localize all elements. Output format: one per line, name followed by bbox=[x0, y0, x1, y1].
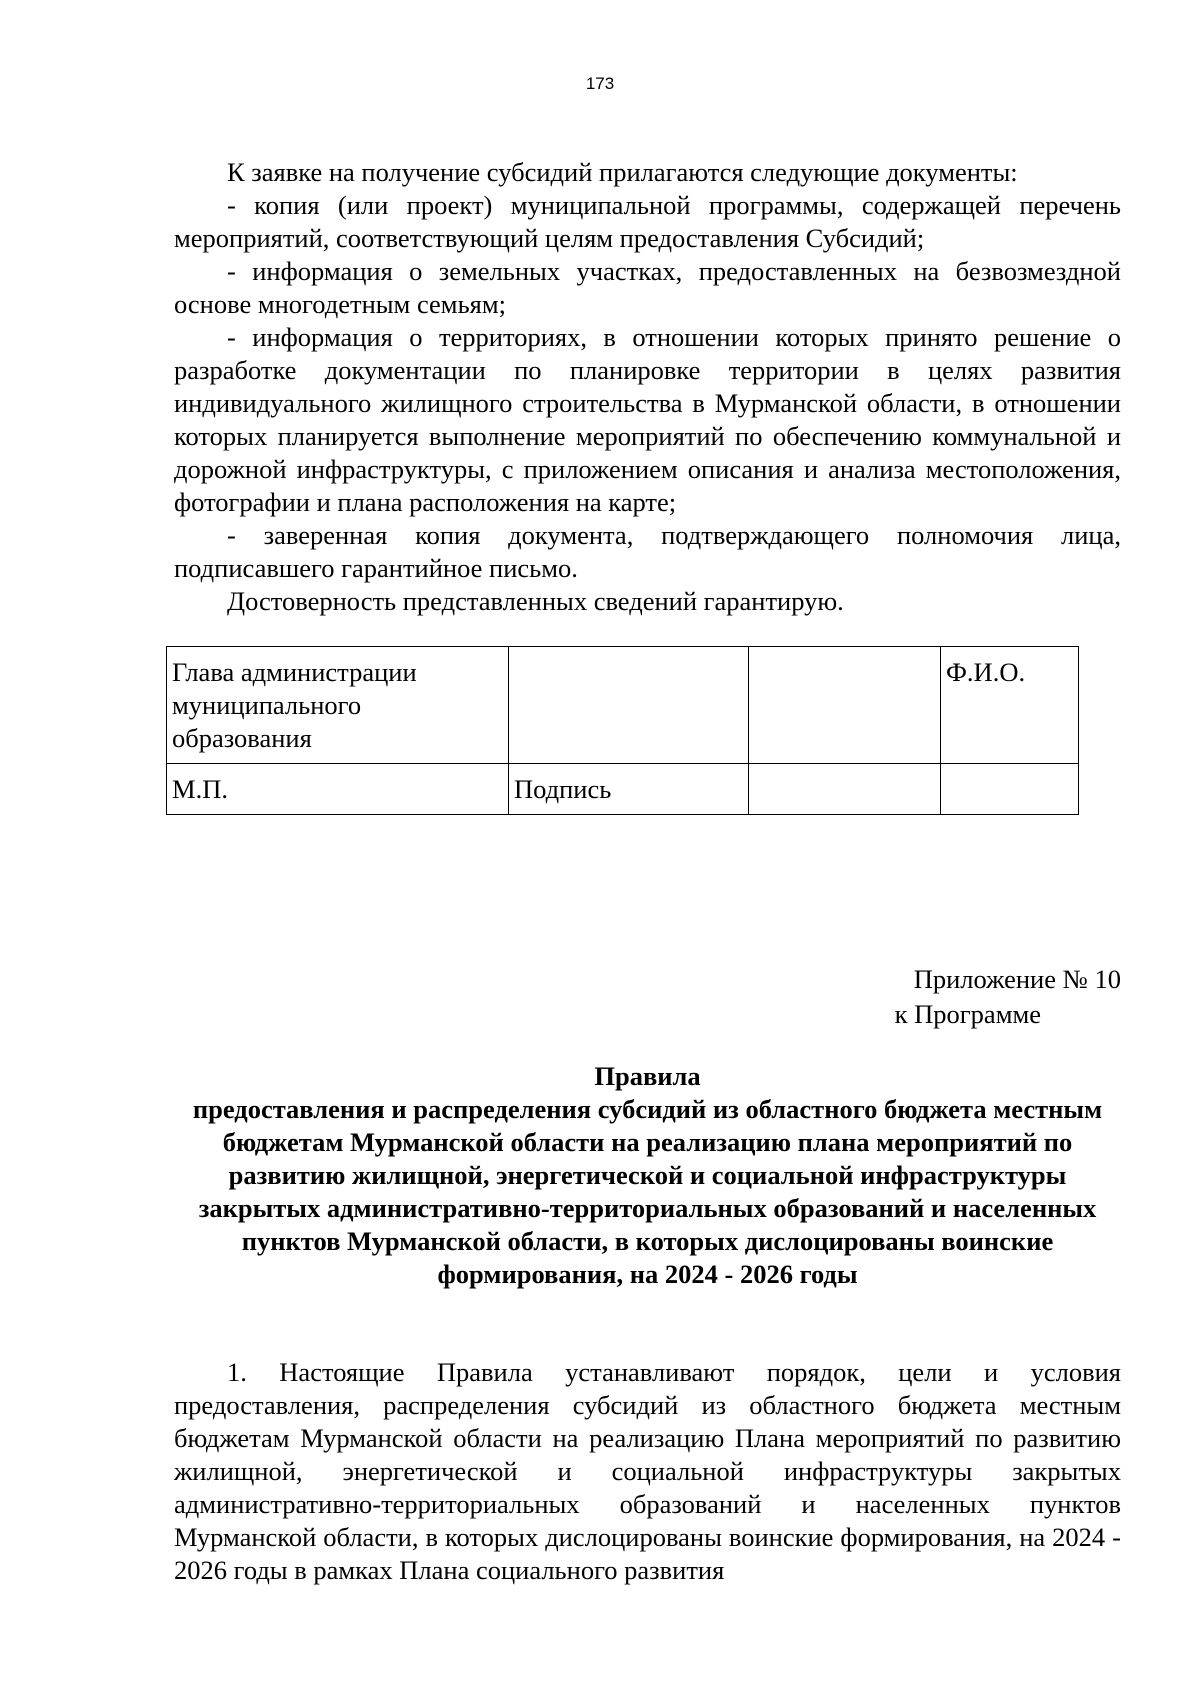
reliability-statement: Достоверность представленных сведений гарантирую. bbox=[227, 586, 844, 616]
signature-table bbox=[166, 646, 1079, 815]
appendix-program: к Программе bbox=[894, 999, 1041, 1029]
table-cell-empty bbox=[509, 647, 749, 764]
table-cell-full-name: Ф.И.О. bbox=[941, 647, 1079, 764]
table-cell-empty bbox=[749, 647, 941, 764]
table-cell-signature: Подпись bbox=[509, 764, 749, 815]
attachment-item-program: - копия (или проект) муниципальной программы, содержащей перечень мероприятий, соответствующий целям предоставления Субсидий; bbox=[174, 190, 1121, 253]
attachment-item-territories: - информация о территориях, в отношении которых принято решение о разработке документации по планировке территории в целях развития индивидуального жилищного строительства в Мурманской области, в отношении которых планируется выполнение мероприятий по обеспечению коммунальной и дорожной инфраструктуры, с приложением описания и анализа местоположения, фотографии и плана расположения на карте; bbox=[174, 322, 1121, 517]
table-row bbox=[167, 647, 1079, 764]
table-cell-empty bbox=[941, 764, 1079, 815]
table-cell-head-title: Глава администрации муниципального образования bbox=[167, 647, 509, 764]
rules-heading: Правила bbox=[594, 1061, 701, 1091]
appendix-number: Приложение № 10 bbox=[913, 964, 1121, 994]
appendix-label bbox=[895, 962, 1121, 1032]
rules-paragraph-1: 1. Настоящие Правила устанавливают порядок, цели и условия предоставления, распределения субсидий из областного бюджета местным бюджетам Мурманской области на реализацию Плана мероприятий по развитию жилищной, энергетической и социальной инфраструктуры закрытых административно-территориальных образований и населенных пунктов Мурманской области, в которых дислоцированы воинские формирования, на 2024 - 2026 годы в рамках Плана социального развития bbox=[174, 1357, 1121, 1585]
attachments-list bbox=[174, 156, 1121, 618]
rules-subtitle: предоставления и распределения субсидий из областного бюджета местным бюджетам Мурманской области на реализацию плана мероприятий по развитию жилищной, энергетической и социальной инфраструктуры закрытых административно-территориальных образований и населенных пунктов Мурманской области, в которых дислоцированы воинские формирования, на 2024 - 2026 годы bbox=[192, 1094, 1103, 1289]
table-cell-seal: М.П. bbox=[167, 764, 509, 815]
rules-title bbox=[174, 1060, 1121, 1291]
attachments-intro: К заявке на получение субсидий прилагаются следующие документы: bbox=[227, 157, 1018, 187]
page-number: 173 bbox=[585, 74, 615, 93]
attachment-item-authority: - заверенная копия документа, подтверждающего полномочия лица, подписавшего гарантийное письмо. bbox=[174, 520, 1121, 583]
table-row bbox=[167, 764, 1079, 815]
rules-body bbox=[174, 1356, 1121, 1587]
table-cell-empty bbox=[749, 764, 941, 815]
attachment-item-land: - информация о земельных участках, предоставленных на безвозмездной основе многодетным семьям; bbox=[174, 256, 1121, 319]
